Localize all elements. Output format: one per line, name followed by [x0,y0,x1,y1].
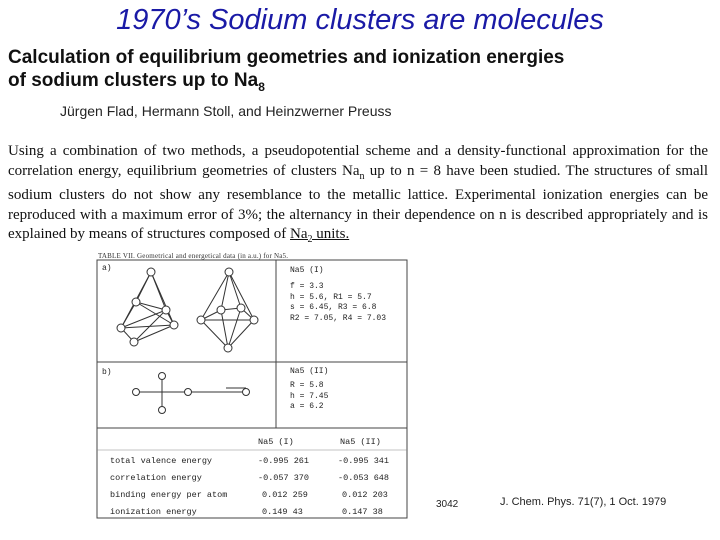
row-label: correlation energy [110,473,202,483]
panel-b-label: b) [102,368,112,377]
isomer-1-param: h = 5.6, R1 = 5.7 [290,292,372,302]
row-value: -0.053 648 [338,473,390,483]
isomer-1-param: s = 6.45, R3 = 6.8 [290,303,377,312]
panel-a-label: a) [102,264,112,273]
isomer-2-param: h = 7.45 [290,391,329,401]
row-label: binding energy per atom [110,490,228,500]
isomer-2-label: Na5 (II) [290,367,329,376]
abstract-na2-text: Na [290,226,308,242]
paper-title-subscript: 8 [258,79,265,94]
row-value: 0.012 259 [262,490,308,500]
row-value: 0.147 38 [342,507,383,517]
row-label: total valence energy [110,456,213,466]
row-value: -0.057 370 [258,473,310,483]
isomer-1-param: R2 = 7.05, R4 = 7.03 [290,313,387,323]
isomer-2-params [290,381,328,413]
isomer-2-param: a = 6.2 [290,402,324,411]
paper-title-line2-text: of sodium clusters up to Na [8,70,259,91]
cluster-structure-a-right [197,268,258,352]
abstract-na2-sub: 2 [307,234,313,245]
cluster-structure-b [133,373,250,414]
cluster-structure-a-left [117,268,178,346]
col-header-1: Na5 (I) [258,437,294,447]
row-value: 0.012 203 [342,490,388,500]
col-header-2: Na5 (II) [340,437,381,447]
abstract-sub-n: n [359,170,365,182]
isomer-2-param: R = 5.8 [290,381,324,390]
table-caption: TABLE VII. Geometrical and energetical data (in a.u.) for Na5. [98,252,289,260]
abstract [8,142,708,250]
isomer-1-params [290,282,386,324]
paper-title-line1: Calculation of equilibrium geometries and ionization energies [8,47,565,68]
row-value: -0.995 261 [258,456,310,466]
slide-title: 1970’s Sodium clusters are molecules [116,4,604,36]
abstract-mid: up to n = 8 have been studied. The structures of small sodium clusters do not show any resemblance to the metallic lattice. Experimental ionization energies can be reproduced with a maximum error of 3%; the alternancy in their dependence on n is described appropriately and is explained by means of structures composed of [8,162,708,242]
page-number: 3042 [436,499,459,510]
row-label: ionization energy [110,507,197,517]
isomer-1-param: f = 3.3 [290,282,324,291]
abstract-na2 [290,226,350,245]
row-value: 0.149 43 [262,507,303,517]
authors: Jürgen Flad, Hermann Stoll, and Heinzwerner Preuss [60,103,392,119]
paper-title-line2 [8,69,564,99]
abstract-end: units. [312,226,350,242]
row-value: -0.995 341 [338,456,390,466]
isomer-1-label: Na5 (I) [290,266,324,275]
paper-title [8,46,564,99]
citation: J. Chem. Phys. 71(7), 1 Oct. 1979 [500,496,667,508]
abstract-main: Using a combination of two methods, a pseudopotential scheme and a density-functional approximation for the correlation energy, equilibrium geometries of clusters Na [8,143,708,179]
